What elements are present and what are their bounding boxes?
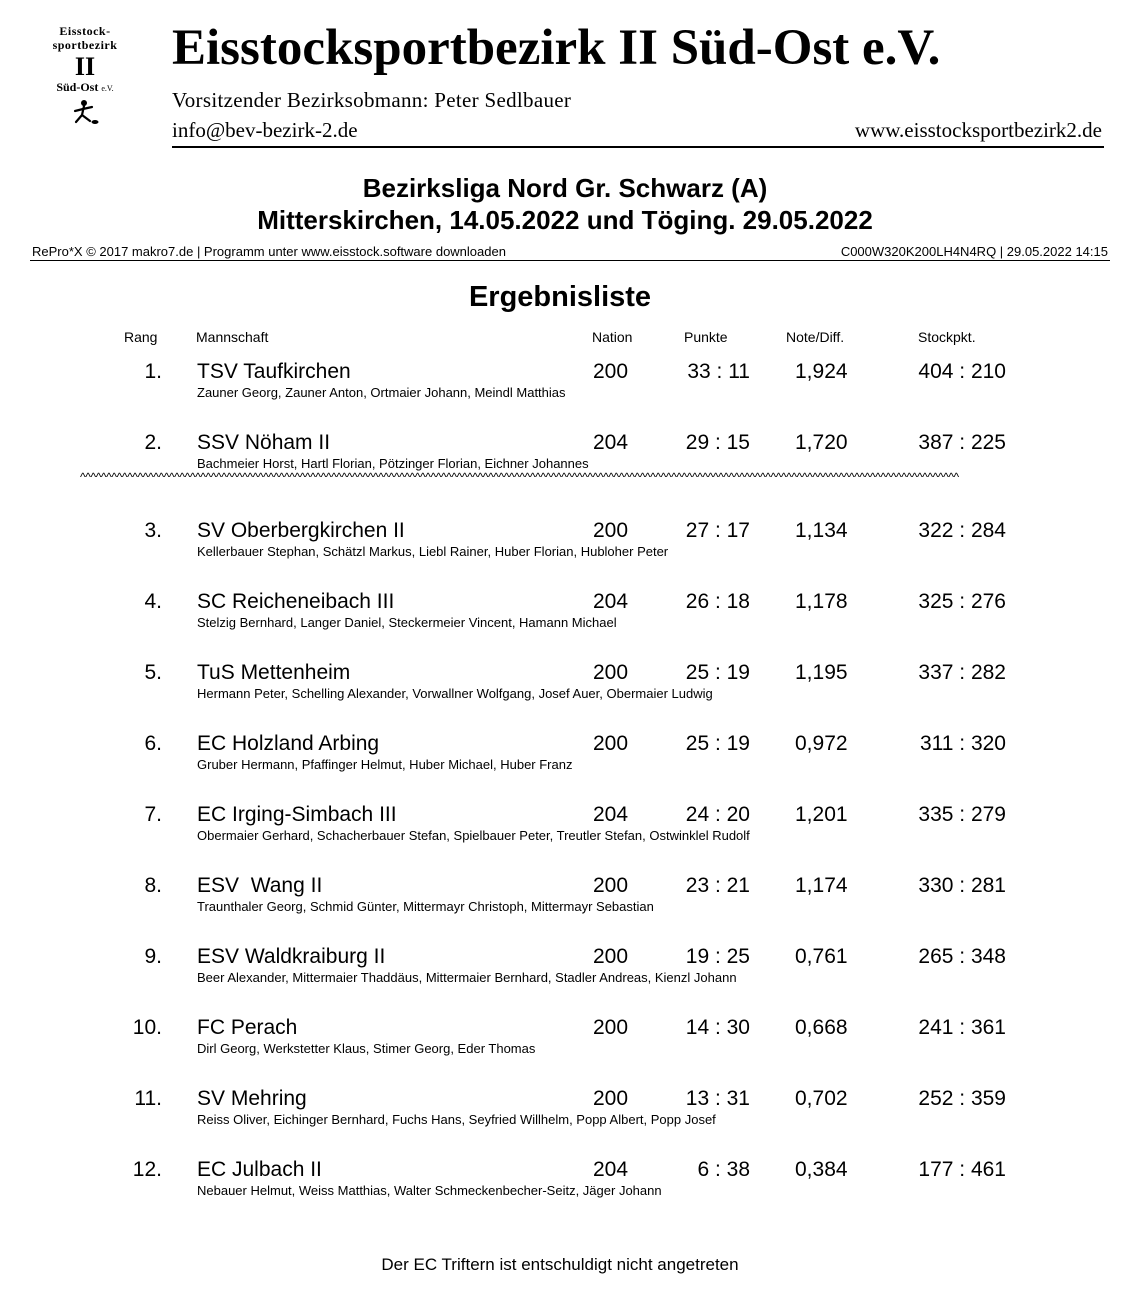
stock-points: 387 : 225 [918, 431, 1006, 454]
nation: 204 [593, 803, 629, 826]
result-row [0, 730, 1130, 780]
stock-points: 325 : 276 [918, 590, 1006, 613]
stock-points: 252 : 359 [918, 1087, 1006, 1110]
chairman-line: Vorsitzender Bezirksobmann: Peter Sedlbauer [172, 88, 572, 112]
player-list: Reiss Oliver, Eichinger Bernhard, Fuchs Hans, Seyfried Willhelm, Popp Albert, Popp Josef [197, 1112, 716, 1127]
nation: 200 [593, 874, 629, 897]
nation: 200 [593, 360, 629, 383]
event-subtitle: Mitterskirchen, 14.05.2022 und Töging. 29.05.2022 [257, 205, 873, 235]
credit-divider [30, 260, 1110, 261]
stock-points: 330 : 281 [918, 874, 1006, 897]
result-row [0, 517, 1130, 567]
logo-line-1: Eisstock- [59, 24, 111, 38]
team-name: TSV Taufkirchen [197, 360, 351, 383]
rank: 6. [144, 732, 162, 755]
points: 27 : 17 [685, 519, 750, 542]
ratio: 0,972 [795, 732, 848, 755]
stock-points: 311 : 320 [919, 732, 1006, 755]
logo-line-3 [26, 80, 144, 96]
column-header-rang: Rang [124, 329, 158, 345]
result-row [0, 358, 1130, 408]
promotion-separator: ^^^^^^^^^^^^^^^^^^^^^^^^^^^^^^^^^^^^^^^^^^^^^^^^^^^^^^^^^^^^^^^^^^^^^^^^^^^^^^^^^^^^^^^^^^^^^^^^^^^^^^^^^^^^^^^^^^^^^^^^^^^^^^^^^^^^^^^^^^^^^^^^^^^^^^^^^^^^^^^^^^^^^^^^ [80, 470, 959, 484]
column-header-note: Note/Diff. [786, 329, 845, 345]
points: 33 : 11 [687, 360, 750, 383]
points: 25 : 19 [685, 661, 750, 684]
email-link[interactable]: info@bev-bezirk-2.de [172, 118, 358, 142]
result-row [0, 872, 1130, 922]
rank: 7. [144, 803, 162, 826]
ratio: 1,195 [795, 661, 848, 684]
team-name: SV Mehring [197, 1087, 307, 1110]
stock-points: 265 : 348 [918, 945, 1006, 968]
player-list: Gruber Hermann, Pfaffinger Helmut, Huber Michael, Huber Franz [197, 757, 573, 772]
team-name: SSV Nöham II [197, 431, 331, 454]
club-logo [26, 24, 144, 154]
rank: 4. [144, 590, 162, 613]
org-title: Eisstocksportbezirk II Süd-Ost e.V. [172, 20, 941, 76]
result-row [0, 588, 1130, 638]
nation: 204 [593, 431, 629, 454]
player-list: Hermann Peter, Schelling Alexander, Vorwallner Wolfgang, Josef Auer, Obermaier Ludwig [197, 686, 713, 701]
rank: 8. [144, 874, 162, 897]
player-list: Dirl Georg, Werkstetter Klaus, Stimer Georg, Eder Thomas [197, 1041, 536, 1056]
points: 19 : 25 [685, 945, 750, 968]
points: 6 : 38 [697, 1158, 750, 1181]
stock-points: 404 : 210 [918, 360, 1006, 383]
ratio: 1,201 [795, 803, 848, 826]
column-header-nation: Nation [592, 329, 633, 345]
nation: 200 [593, 661, 629, 684]
team-name: FC Perach [197, 1016, 298, 1039]
team-name: EC Holzland Arbing [197, 732, 380, 755]
nation: 200 [593, 945, 629, 968]
ratio: 0,384 [795, 1158, 848, 1181]
software-credit: RePro*X © 2017 makro7.de | Programm unter www.eisstock.software downloaden [32, 244, 506, 259]
result-row [0, 1085, 1130, 1135]
document-code: C000W320K200LH4N4RQ | 29.05.2022 14:15 [840, 244, 1108, 259]
ratio: 1,720 [795, 431, 848, 454]
header-divider [172, 146, 1104, 148]
column-header-stock: Stockpkt. [918, 329, 976, 345]
result-row [0, 1156, 1130, 1206]
result-row [0, 659, 1130, 709]
player-list: Obermaier Gerhard, Schacherbauer Stefan, Spielbauer Peter, Treutler Stefan, Ostwinklel Rudolf [197, 828, 750, 843]
stock-points: 322 : 284 [918, 519, 1006, 542]
nation: 200 [593, 732, 629, 755]
rank: 5. [144, 661, 162, 684]
team-name: ESV Waldkraiburg II [197, 945, 386, 968]
rank: 2. [144, 431, 162, 454]
curler-icon [68, 98, 102, 126]
points: 26 : 18 [685, 590, 750, 613]
stock-points: 337 : 282 [918, 661, 1006, 684]
ratio: 1,924 [795, 360, 848, 383]
points: 14 : 30 [685, 1016, 750, 1039]
nation: 200 [593, 1087, 629, 1110]
stock-points: 241 : 361 [918, 1016, 1006, 1039]
ratio: 1,174 [795, 874, 848, 897]
rank: 3. [144, 519, 162, 542]
logo-roman-numeral: II [74, 52, 96, 81]
ratio: 1,134 [795, 519, 848, 542]
player-list: Nebauer Helmut, Weiss Matthias, Walter Schmeckenbecher-Seitz, Jäger Johann [197, 1183, 662, 1198]
result-row [0, 801, 1130, 851]
rank: 9. [144, 945, 162, 968]
points: 23 : 21 [685, 874, 750, 897]
player-list: Bachmeier Horst, Hartl Florian, Pötzinger Florian, Eichner Johannes [197, 456, 589, 471]
ratio: 0,761 [795, 945, 848, 968]
stock-points: 335 : 279 [918, 803, 1006, 826]
rank: 11. [134, 1087, 162, 1110]
team-name: TuS Mettenheim [197, 661, 351, 684]
rank: 1. [144, 360, 162, 383]
ratio: 1,178 [795, 590, 848, 613]
event-title: Bezirksliga Nord Gr. Schwarz (A) [362, 173, 768, 203]
team-name: SC Reicheneibach III [197, 590, 395, 613]
points: 13 : 31 [685, 1087, 750, 1110]
results-title: Ergebnisliste [468, 281, 652, 313]
player-list: Stelzig Bernhard, Langer Daniel, Steckermeier Vincent, Hamann Michael [197, 615, 617, 630]
player-list: Beer Alexander, Mittermaier Thaddäus, Mittermaier Bernhard, Stadler Andreas, Kienzl Johann [197, 970, 737, 985]
stock-points: 177 : 461 [918, 1158, 1006, 1181]
rank: 10. [132, 1016, 162, 1039]
logo-line-2: sportbezirk [52, 38, 118, 52]
website-link[interactable]: www.eisstocksportbezirk2.de [854, 118, 1102, 142]
nation: 204 [593, 1158, 629, 1181]
player-list: Zauner Georg, Zauner Anton, Ortmaier Johann, Meindl Matthias [197, 385, 566, 400]
result-row [0, 943, 1130, 993]
ratio: 0,668 [795, 1016, 848, 1039]
points: 25 : 19 [685, 732, 750, 755]
team-name: EC Julbach II [197, 1158, 322, 1181]
nation: 200 [593, 519, 629, 542]
points: 29 : 15 [685, 431, 750, 454]
nation: 200 [593, 1016, 629, 1039]
player-list: Traunthaler Georg, Schmid Günter, Mittermayr Christoph, Mittermayr Sebastian [197, 899, 654, 914]
footer-note: Der EC Triftern ist entschuldigt nicht angetreten [381, 1255, 739, 1274]
points: 24 : 20 [685, 803, 750, 826]
ratio: 0,702 [795, 1087, 848, 1110]
team-name: EC Irging-Simbach III [197, 803, 397, 826]
result-row [0, 1014, 1130, 1064]
player-list: Kellerbauer Stephan, Schätzl Markus, Liebl Rainer, Huber Florian, Hubloher Peter [197, 544, 669, 559]
nation: 204 [593, 590, 629, 613]
logo-suffix: e.V. [101, 84, 114, 93]
column-header-team: Mannschaft [196, 329, 269, 345]
column-header-punkte: Punkte [684, 329, 728, 345]
team-name: ESV Wang II [197, 874, 323, 897]
team-name: SV Oberbergkirchen II [197, 519, 405, 542]
logo-region: Süd-Ost [56, 80, 99, 94]
rank: 12. [132, 1158, 162, 1181]
